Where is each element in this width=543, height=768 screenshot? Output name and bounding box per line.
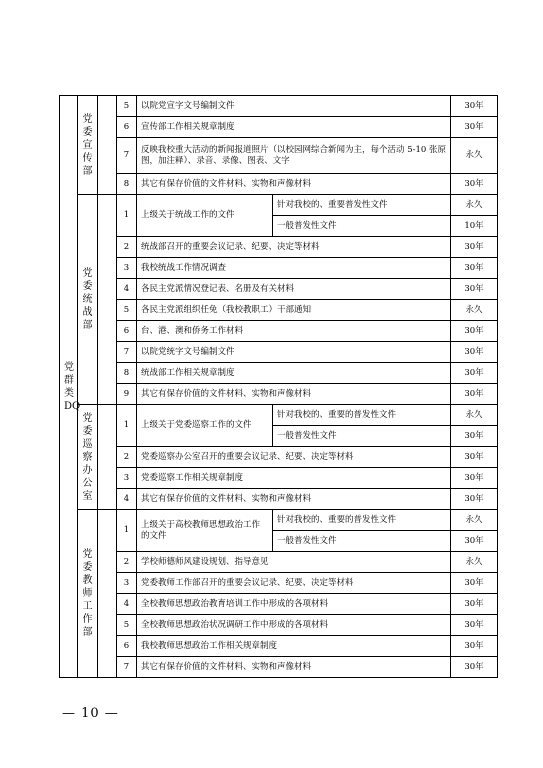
retention-period: 永久 bbox=[451, 300, 498, 321]
table-row bbox=[60, 489, 498, 510]
retention-period: 30年 bbox=[451, 657, 498, 678]
sub-item-description: 一般普发性文件 bbox=[273, 426, 451, 447]
blank-cell bbox=[98, 195, 117, 405]
retention-period: 30年 bbox=[451, 636, 498, 657]
table-row bbox=[60, 258, 498, 279]
table-row bbox=[60, 615, 498, 636]
item-description: 党委巡察工作相关规章制度 bbox=[137, 468, 451, 489]
item-description: 统战部工作相关规章制度 bbox=[137, 363, 451, 384]
department-label-char: 委 bbox=[82, 562, 93, 573]
item-number: 3 bbox=[117, 468, 137, 489]
item-number: 6 bbox=[117, 636, 137, 657]
retention-period: 永久 bbox=[451, 138, 498, 174]
item-number: 9 bbox=[117, 384, 137, 405]
item-number: 5 bbox=[117, 96, 137, 117]
table-row bbox=[60, 279, 498, 300]
retention-period: 30年 bbox=[451, 279, 498, 300]
retention-period: 30年 bbox=[451, 531, 498, 552]
item-number: 4 bbox=[117, 279, 137, 300]
retention-period: 30年 bbox=[451, 117, 498, 138]
sub-item-description: 一般普发性文件 bbox=[273, 216, 451, 237]
retention-period: 30年 bbox=[451, 321, 498, 342]
table-row bbox=[60, 174, 498, 195]
item-number: 8 bbox=[117, 363, 137, 384]
retention-period: 永久 bbox=[451, 195, 498, 216]
table-row bbox=[60, 237, 498, 258]
department-label-char: 师 bbox=[82, 588, 93, 599]
item-number: 2 bbox=[117, 447, 137, 468]
item-description: 各民主党派组织任免（我校教职工）干部通知 bbox=[137, 300, 451, 321]
page-number: — 10 — bbox=[62, 706, 119, 721]
department-label-char: 委 bbox=[82, 126, 93, 138]
department-label-char: 党 bbox=[82, 412, 93, 424]
department-label-char: 公 bbox=[82, 477, 93, 489]
item-number: 7 bbox=[117, 342, 137, 363]
table-row bbox=[60, 573, 498, 594]
category-label-char: 党 bbox=[64, 361, 74, 373]
retention-period: 30年 bbox=[451, 342, 498, 363]
category-label-char: 群 bbox=[64, 374, 74, 386]
blank-cell bbox=[98, 405, 117, 510]
item-number: 1 bbox=[117, 510, 137, 552]
department-label-char: 战 bbox=[82, 307, 93, 318]
item-number: 5 bbox=[117, 300, 137, 321]
department-label-char: 工 bbox=[82, 601, 93, 612]
retention-period: 永久 bbox=[451, 405, 498, 426]
sub-item-description: 针对我校的、重要的普发性文件 bbox=[273, 510, 451, 531]
item-number: 7 bbox=[117, 138, 137, 174]
retention-period: 30年 bbox=[451, 237, 498, 258]
item-number: 3 bbox=[117, 258, 137, 279]
department-label-char: 党 bbox=[82, 113, 93, 125]
sub-item-description: 针对我校的、重要的普发性文件 bbox=[273, 405, 451, 426]
item-number: 4 bbox=[117, 489, 137, 510]
item-number: 8 bbox=[117, 174, 137, 195]
item-description: 上级关于统战工作的文件 bbox=[137, 195, 273, 237]
retention-period: 30年 bbox=[451, 573, 498, 594]
item-number: 6 bbox=[117, 321, 137, 342]
item-number: 2 bbox=[117, 237, 137, 258]
retention-period: 30年 bbox=[451, 426, 498, 447]
department-label-char: 部 bbox=[82, 320, 93, 331]
retention-period: 永久 bbox=[451, 510, 498, 531]
retention-period: 10年 bbox=[451, 216, 498, 237]
department-label-char: 委 bbox=[82, 281, 93, 292]
table-row bbox=[60, 117, 498, 138]
item-description: 其它有保存价值的文件材料、实物和声像材料 bbox=[137, 489, 451, 510]
table-row bbox=[60, 510, 498, 531]
table-row bbox=[60, 468, 498, 489]
item-number: 6 bbox=[117, 117, 137, 138]
department-cell bbox=[78, 510, 98, 678]
retention-period: 30年 bbox=[451, 447, 498, 468]
table-row bbox=[60, 405, 498, 426]
department-label-char: 教 bbox=[82, 575, 93, 586]
department-label-char: 察 bbox=[82, 451, 93, 463]
department-label-char: 党 bbox=[82, 549, 93, 560]
table-row bbox=[60, 138, 498, 174]
retention-period: 30年 bbox=[451, 468, 498, 489]
item-number: 7 bbox=[117, 657, 137, 678]
retention-period: 30年 bbox=[451, 384, 498, 405]
table-row bbox=[60, 363, 498, 384]
retention-period: 30年 bbox=[451, 258, 498, 279]
retention-period: 30年 bbox=[451, 363, 498, 384]
department-label-char: 室 bbox=[82, 490, 93, 502]
retention-period: 30年 bbox=[451, 615, 498, 636]
item-description: 党委教师工作部召开的重要会议记录、纪要、决定等材料 bbox=[137, 573, 451, 594]
table-row bbox=[60, 552, 498, 573]
category-cell bbox=[60, 96, 81, 678]
item-description: 学校师德师风建设规划、指导意见 bbox=[137, 552, 451, 573]
retention-schedule-table bbox=[59, 95, 498, 678]
item-description: 以院党宣字文号编制文件 bbox=[137, 96, 451, 117]
department-label-char: 传 bbox=[82, 152, 93, 164]
blank-cell bbox=[98, 510, 117, 678]
department-label-char: 巡 bbox=[82, 438, 93, 450]
item-description: 全校教师思想政治状况调研工作中形成的各项材料 bbox=[137, 615, 451, 636]
department-label-char: 党 bbox=[82, 268, 93, 279]
sub-item-description: 一般普发性文件 bbox=[273, 531, 451, 552]
table-row bbox=[60, 342, 498, 363]
item-number: 5 bbox=[117, 615, 137, 636]
table-row bbox=[60, 195, 498, 216]
table-row bbox=[60, 594, 498, 615]
item-number: 3 bbox=[117, 573, 137, 594]
item-number: 2 bbox=[117, 552, 137, 573]
item-number: 1 bbox=[117, 405, 137, 447]
item-description: 全校教师思想政治教育培训工作中形成的各项材料 bbox=[137, 594, 451, 615]
retention-period: 30年 bbox=[451, 489, 498, 510]
item-description: 其它有保存价值的文件材料、实物和声像材料 bbox=[137, 384, 451, 405]
table-row bbox=[60, 300, 498, 321]
category-label-char: 类 bbox=[64, 387, 74, 399]
item-description: 反映我校重大活动的新闻报道照片（以校园网综合新闻为主，每个活动 5-10 张原图，加注释）、录音、录像、图表、文字 bbox=[137, 138, 451, 174]
item-description: 我校统战工作情况调查 bbox=[137, 258, 451, 279]
item-description: 宣传部工作相关规章制度 bbox=[137, 117, 451, 138]
item-description: 其它有保存价值的文件材料、实物和声像材料 bbox=[137, 657, 451, 678]
department-label-char: 办 bbox=[82, 464, 93, 476]
department-label-char: 统 bbox=[82, 294, 93, 305]
department-label-char: 部 bbox=[82, 165, 93, 177]
item-description: 上级关于高校教师思想政治工作的文件 bbox=[137, 510, 273, 552]
item-description: 党委巡察办公室召开的重要会议记录、纪要、决定等材料 bbox=[137, 447, 451, 468]
department-cell bbox=[78, 195, 98, 405]
department-label-char: 作 bbox=[82, 614, 93, 625]
department-label-char: 宣 bbox=[82, 139, 93, 151]
retention-period: 30年 bbox=[451, 96, 498, 117]
department-cell bbox=[78, 405, 98, 510]
item-description: 以院党统字文号编制文件 bbox=[137, 342, 451, 363]
category-code: DQ bbox=[64, 400, 81, 412]
table-row bbox=[60, 96, 498, 117]
table-row bbox=[60, 636, 498, 657]
blank-cell bbox=[98, 96, 117, 195]
item-description: 上级关于党委巡察工作的文件 bbox=[137, 405, 273, 447]
item-description: 台、港、澳和侨务工作材料 bbox=[137, 321, 451, 342]
department-label-char: 部 bbox=[82, 627, 93, 638]
retention-period: 30年 bbox=[451, 594, 498, 615]
retention-period: 永久 bbox=[451, 552, 498, 573]
item-number: 4 bbox=[117, 594, 137, 615]
retention-period: 30年 bbox=[451, 174, 498, 195]
item-description: 我校教师思想政治工作相关规章制度 bbox=[137, 636, 451, 657]
table-row bbox=[60, 384, 498, 405]
item-description: 统战部召开的重要会议记录、纪要、决定等材料 bbox=[137, 237, 451, 258]
item-description: 其它有保存价值的文件材料、实物和声像材料 bbox=[137, 174, 451, 195]
item-number: 1 bbox=[117, 195, 137, 237]
department-cell bbox=[78, 96, 98, 195]
table-row bbox=[60, 321, 498, 342]
sub-item-description: 针对我校的、重要普发性文件 bbox=[273, 195, 451, 216]
table-row bbox=[60, 657, 498, 678]
table-row bbox=[60, 447, 498, 468]
department-label-char: 委 bbox=[82, 425, 93, 437]
item-description: 各民主党派情况登记表、名册及有关材料 bbox=[137, 279, 451, 300]
